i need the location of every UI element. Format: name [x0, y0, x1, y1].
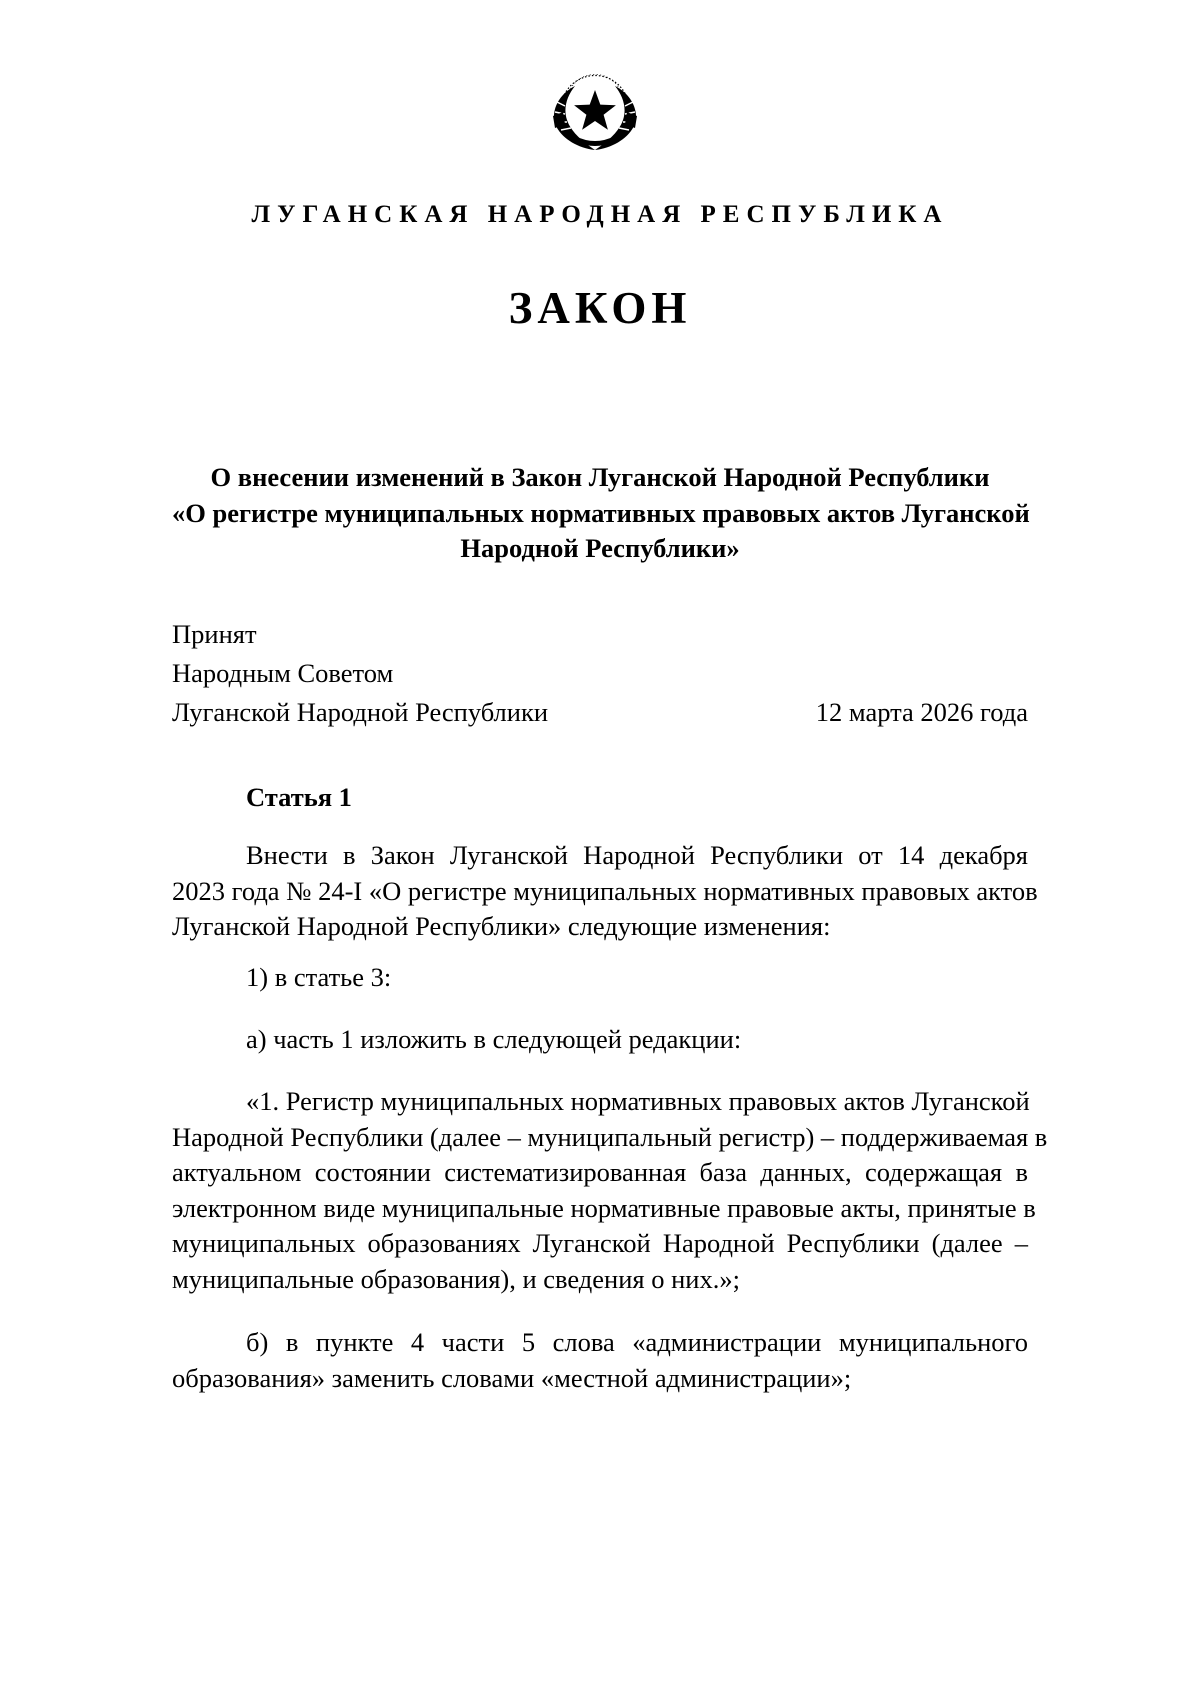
adoption-block	[172, 615, 1028, 732]
adoption-date: 12 марта 2026 года	[815, 697, 1028, 727]
paragraph-line: Луганской Народной Республики» следующие изменения:	[172, 911, 831, 941]
lpr-coat-of-arms-icon	[545, 58, 645, 154]
article-heading: Статья 1	[246, 782, 352, 812]
paragraph-line: Внести в Закон Луганской Народной Республики от 14 декабря	[246, 840, 1028, 870]
law-title-line: «О регистре муниципальных нормативных правовых актов Луганской	[172, 497, 1030, 528]
paragraph-line: 2023 года № 24-I «О регистре муниципальных нормативных правовых актов	[172, 875, 1038, 906]
item-1	[172, 960, 1028, 996]
law-title-line: Народной Республики»	[460, 533, 740, 563]
law-title	[172, 460, 1028, 567]
paragraph-line: 1) в статье 3:	[246, 962, 392, 992]
quoted-amendment	[172, 1084, 1048, 1297]
adoption-line-with-date	[172, 693, 1028, 732]
paragraph-line: «1. Регистр муниципальных нормативных правовых актов Луганской	[246, 1086, 1030, 1116]
paragraph-line: а) часть 1 изложить в следующей редакции:	[246, 1024, 742, 1054]
article-intro-paragraph	[172, 838, 1038, 945]
paragraph-line: образования» заменить словами «местной администрации»;	[172, 1362, 852, 1393]
law-title-line: О внесении изменений в Закон Луганской Народной Республики	[210, 462, 990, 492]
paragraph-line: муниципальных образованиях Луганской Народной Республики (далее –	[172, 1228, 1028, 1258]
republic-name: ЛУГАНСКАЯ НАРОДНАЯ РЕСПУБЛИКА	[251, 201, 949, 228]
paragraph-line: муниципальные образования), и сведения о них.»;	[172, 1263, 740, 1294]
paragraph-line: б) в пункте 4 части 5 слова «администрации муниципального	[246, 1327, 1028, 1357]
paragraph-line: электронном виде муниципальные нормативные правовые акты, принятые в	[172, 1192, 1036, 1223]
document-type-heading: ЗАКОН	[508, 283, 692, 333]
adoption-line: Принят	[172, 619, 257, 649]
paragraph-line: Народной Республики (далее – муниципальный регистр) – поддерживаемая в	[172, 1121, 1048, 1152]
item-1b	[172, 1325, 1028, 1396]
paragraph-line: актуальном состоянии систематизированная база данных, содержащая в	[172, 1157, 1028, 1187]
adoption-line: Народным Советом	[172, 658, 394, 688]
item-1a	[172, 1022, 1028, 1058]
adoption-body: Луганской Народной Республики	[172, 697, 549, 727]
